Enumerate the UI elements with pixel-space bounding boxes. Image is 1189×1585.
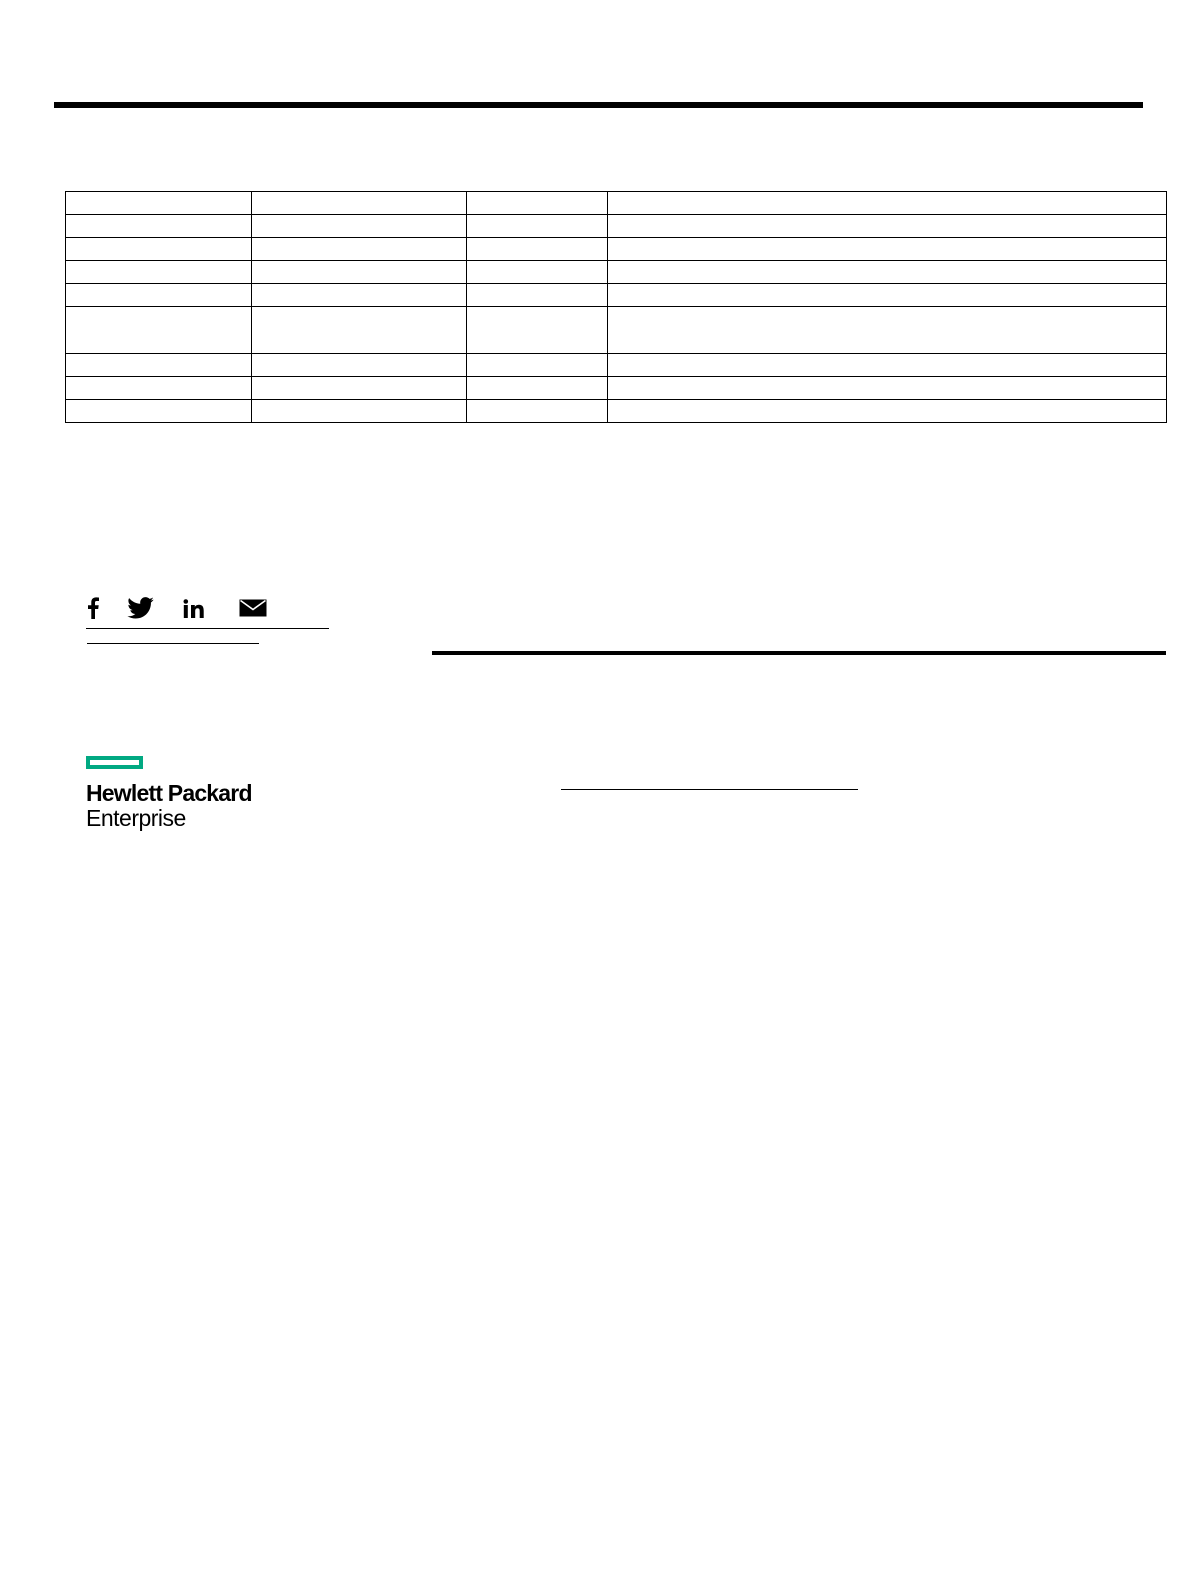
- url-link-underline[interactable]: [561, 789, 858, 790]
- table-cell: [66, 215, 252, 238]
- table-row: [66, 215, 1167, 238]
- table-cell: [467, 215, 608, 238]
- facebook-icon-glyph: [86, 597, 100, 619]
- top-rule: [54, 102, 1143, 108]
- table-cell: [252, 192, 467, 215]
- table-row: [66, 354, 1167, 377]
- table-cell: [252, 238, 467, 261]
- table-cell: [66, 400, 252, 423]
- table-row: [66, 261, 1167, 284]
- table-cell: [608, 307, 1167, 354]
- logo-wordmark-line2: Enterprise: [86, 805, 186, 831]
- table-row: [66, 400, 1167, 423]
- table-cell: [66, 354, 252, 377]
- document-change-table: [65, 191, 1167, 423]
- table-cell: [467, 192, 608, 215]
- table-cell: [608, 400, 1167, 423]
- table-cell: [467, 284, 608, 307]
- hpe-logo: [86, 756, 286, 836]
- table-cell: [252, 377, 467, 400]
- table-cell: [467, 354, 608, 377]
- table-cell: [252, 400, 467, 423]
- table-cell: [608, 192, 1167, 215]
- email-icon[interactable]: [239, 597, 267, 624]
- table-cell: [467, 307, 608, 354]
- table-cell: [608, 261, 1167, 284]
- table-cell: [66, 307, 252, 354]
- linkedin-icon-glyph: [183, 597, 205, 619]
- social-share-bar: [86, 595, 329, 629]
- table-cell: [252, 215, 467, 238]
- table-cell: [467, 238, 608, 261]
- twitter-icon[interactable]: [127, 597, 154, 624]
- table-cell: [608, 284, 1167, 307]
- table-cell: [66, 192, 252, 215]
- table-cell: [467, 261, 608, 284]
- table-row: [66, 307, 1167, 354]
- table-cell: [608, 215, 1167, 238]
- twitter-icon-glyph: [127, 597, 154, 619]
- table-cell: [608, 354, 1167, 377]
- table-cell: [467, 377, 608, 400]
- table-cell: [252, 261, 467, 284]
- linkedin-icon[interactable]: [183, 597, 205, 624]
- table-row: [66, 192, 1167, 215]
- table-cell: [252, 284, 467, 307]
- table-row: [66, 284, 1167, 307]
- table-cell: [66, 238, 252, 261]
- table-row: [66, 377, 1167, 400]
- table-row: [66, 238, 1167, 261]
- hpe-logo-element-bar: [86, 756, 143, 769]
- email-icon-glyph: [239, 597, 267, 619]
- section-divider: [432, 651, 1166, 655]
- table-cell: [66, 377, 252, 400]
- table-cell: [252, 354, 467, 377]
- logo-wordmark-line1: Hewlett Packard: [86, 780, 252, 806]
- subscribe-link-underline[interactable]: [87, 643, 259, 644]
- table-cell: [608, 238, 1167, 261]
- facebook-icon[interactable]: [86, 597, 100, 624]
- table-cell: [252, 307, 467, 354]
- table-cell: [608, 377, 1167, 400]
- table-cell: [66, 261, 252, 284]
- table-cell: [467, 400, 608, 423]
- table-cell: [66, 284, 252, 307]
